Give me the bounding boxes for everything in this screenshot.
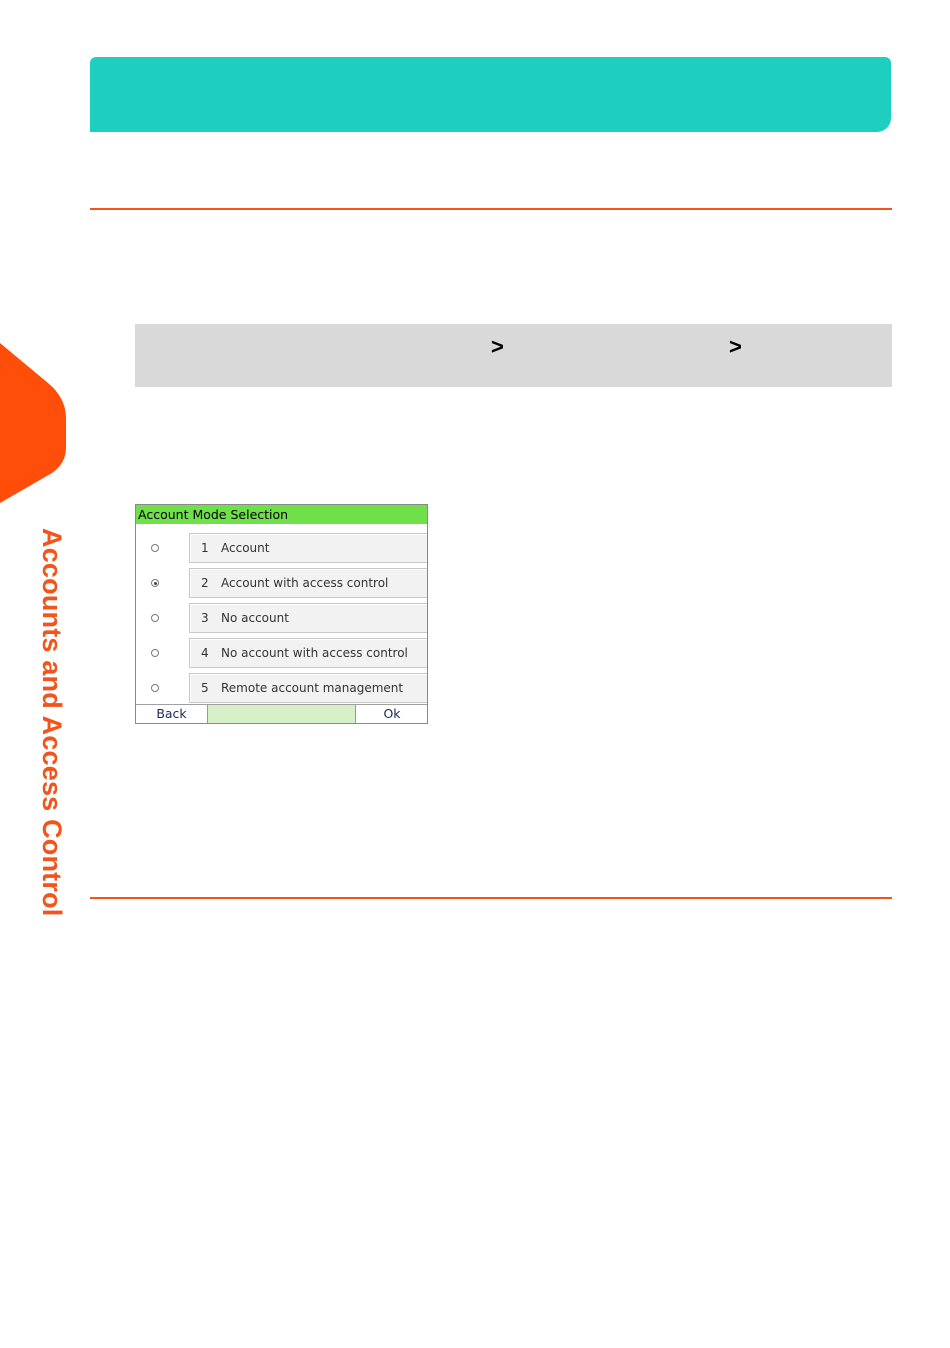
chapter-title: Accounts and Access Control <box>37 528 67 917</box>
option-label: Remote account management <box>221 681 404 695</box>
header-banner <box>90 57 891 132</box>
ok-button[interactable]: Ok <box>355 705 428 723</box>
radio-button[interactable] <box>151 649 159 657</box>
screen-title: Account Mode Selection <box>136 505 427 524</box>
path-separator: > <box>491 334 504 359</box>
option-label: Account with access control <box>221 576 389 590</box>
option-button[interactable] <box>189 533 428 563</box>
option-number: 4 <box>201 646 209 660</box>
back-button[interactable]: Back <box>135 705 208 723</box>
radio-button[interactable] <box>151 614 159 622</box>
path-separator: > <box>729 334 742 359</box>
option-button[interactable] <box>189 603 428 633</box>
device-screen <box>135 504 428 724</box>
radio-button[interactable] <box>151 684 159 692</box>
option-button[interactable] <box>189 638 428 668</box>
option-remote-account-management[interactable] <box>136 671 427 704</box>
option-label: Account <box>221 541 270 555</box>
option-account[interactable] <box>136 531 427 564</box>
option-number: 2 <box>201 576 209 590</box>
radio-button[interactable] <box>151 544 159 552</box>
radio-button-selected[interactable] <box>151 579 159 587</box>
option-no-account[interactable] <box>136 601 427 634</box>
option-label: No account with access control <box>221 646 408 660</box>
option-number: 3 <box>201 611 209 625</box>
option-number: 5 <box>201 681 209 695</box>
option-button[interactable] <box>189 568 428 598</box>
option-no-account-with-access-control[interactable] <box>136 636 427 669</box>
chapter-tab-shape <box>0 343 66 503</box>
option-button[interactable] <box>189 673 428 703</box>
section-divider-bottom <box>90 897 892 899</box>
option-label: No account <box>221 611 289 625</box>
screen-footer <box>136 704 427 723</box>
option-account-with-access-control[interactable] <box>136 566 427 599</box>
option-number: 1 <box>201 541 209 555</box>
section-divider-top <box>90 208 892 210</box>
menu-path-bar <box>135 324 892 387</box>
chapter-tab <box>0 343 66 503</box>
